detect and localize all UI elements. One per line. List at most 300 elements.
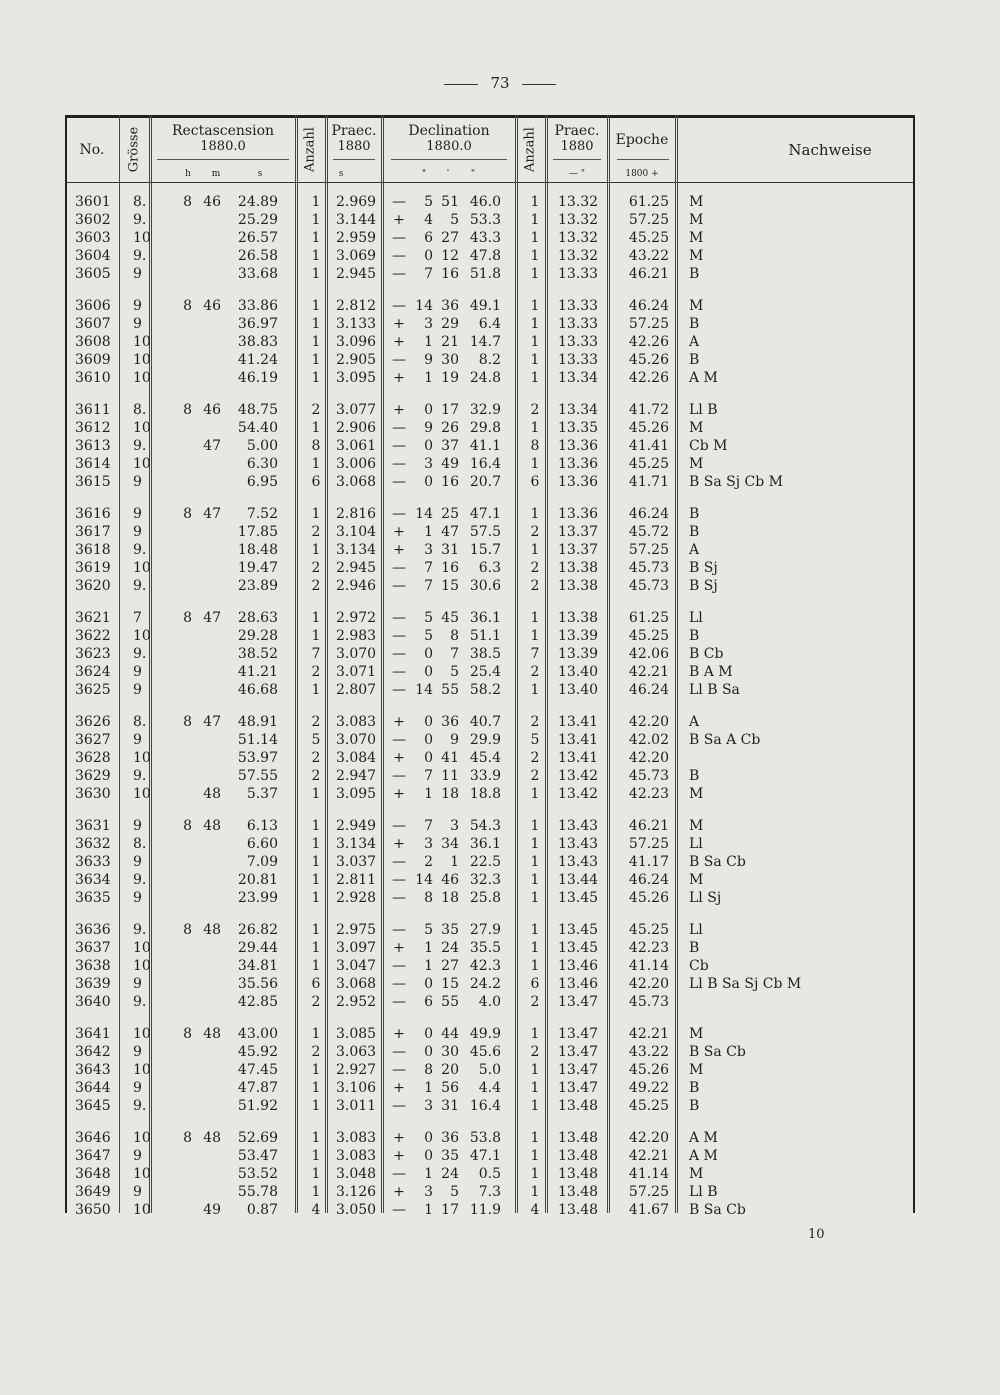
decl-sign: —	[392, 298, 406, 314]
table-row	[65, 541, 915, 559]
table-row	[65, 559, 915, 577]
decl-seconds: 51.1	[469, 628, 501, 644]
decl-seconds: 5.0	[478, 1062, 501, 1078]
ra-precession: 3.006	[336, 456, 377, 472]
table-row	[65, 437, 915, 455]
ra-count: 1	[311, 194, 321, 210]
page-number	[0, 74, 1000, 92]
table-row	[65, 505, 915, 523]
ra-seconds: 6.30	[246, 456, 278, 472]
decl-seconds: 11.9	[469, 1202, 501, 1218]
decl-degrees: 0	[424, 1044, 433, 1060]
references: B Sa Sj Cb M	[689, 474, 783, 490]
decl-minutes: 35	[441, 922, 459, 938]
decl-degrees: 7	[424, 266, 433, 282]
decl-minutes: 1	[450, 854, 459, 870]
magnitude: 10	[133, 230, 151, 246]
decl-count: 1	[530, 682, 540, 698]
decl-seconds: 46.0	[469, 194, 501, 210]
row-group	[65, 1025, 915, 1115]
ra-count: 1	[311, 266, 321, 282]
references: B	[689, 524, 700, 540]
decl-sign: —	[392, 890, 406, 906]
star-number: 3617	[75, 524, 111, 540]
references: Ll B	[689, 1184, 718, 1200]
decl-sign: +	[393, 1148, 405, 1164]
decl-degrees: 7	[424, 768, 433, 784]
references: Ll B Sa Sj Cb M	[689, 976, 802, 992]
ra-seconds: 25.29	[237, 212, 278, 228]
ra-seconds: 23.89	[237, 578, 278, 594]
ra-precession: 2.975	[336, 922, 377, 938]
table-row	[65, 939, 915, 957]
row-group	[65, 817, 915, 907]
praec-subrule	[333, 159, 375, 160]
epoch: 45.72	[628, 524, 669, 540]
decl-minutes: 18	[441, 890, 459, 906]
magnitude: 7	[133, 610, 142, 626]
table-row	[65, 921, 915, 939]
ra-count: 1	[311, 628, 321, 644]
ra-precession: 3.084	[336, 750, 377, 766]
decl-precession: 13.43	[558, 836, 599, 852]
star-number: 3610	[75, 370, 111, 386]
magnitude: 9.	[133, 248, 147, 264]
decl-count: 1	[530, 940, 540, 956]
star-number: 3606	[75, 298, 111, 314]
decl-unit-deg: °	[421, 169, 427, 179]
ra-hours: 8	[183, 194, 192, 210]
decl-minutes: 21	[441, 334, 459, 350]
ra-seconds: 34.81	[237, 958, 278, 974]
magnitude: 10	[133, 456, 151, 472]
ra-seconds: 33.68	[237, 266, 278, 282]
magnitude: 9	[133, 732, 142, 748]
epoch: 46.24	[628, 682, 669, 698]
ra-precession: 3.083	[336, 1148, 377, 1164]
ra-count: 2	[311, 402, 321, 418]
decl-count: 1	[530, 1098, 540, 1114]
decl-count: 2	[530, 578, 540, 594]
decl-minutes: 18	[441, 786, 459, 802]
ra-count: 1	[311, 854, 321, 870]
magnitude: 8.	[133, 194, 147, 210]
decl-degrees: 9	[424, 420, 433, 436]
ra-count: 1	[311, 370, 321, 386]
star-number: 3608	[75, 334, 111, 350]
decl-degrees: 3	[424, 316, 433, 332]
decl-degrees: 1	[424, 1202, 433, 1218]
decl-count: 2	[530, 750, 540, 766]
star-number: 3646	[75, 1130, 111, 1146]
ra-count: 1	[311, 890, 321, 906]
ra-seconds: 26.82	[237, 922, 278, 938]
references: M	[689, 1062, 704, 1078]
ra-count: 1	[311, 610, 321, 626]
ra-precession: 3.096	[336, 334, 377, 350]
epoch: 42.21	[628, 1026, 669, 1042]
ra-seconds: 47.45	[237, 1062, 278, 1078]
ra-precession: 2.983	[336, 628, 377, 644]
ra-minutes: 48	[203, 786, 221, 802]
decl-seconds: 32.3	[469, 872, 501, 888]
star-number: 3629	[75, 768, 111, 784]
epoch: 42.20	[628, 976, 669, 992]
magnitude: 10	[133, 1202, 151, 1218]
decl-degrees: 0	[424, 474, 433, 490]
decl-seconds: 36.1	[469, 610, 501, 626]
ra-seconds: 38.83	[237, 334, 278, 350]
magnitude: 9	[133, 506, 142, 522]
ra-hours: 8	[183, 1026, 192, 1042]
magnitude: 9.	[133, 994, 147, 1010]
decl-minutes: 46	[441, 872, 459, 888]
decl-seconds: 16.4	[469, 1098, 501, 1114]
decl-count: 1	[530, 922, 540, 938]
decl-minutes: 44	[441, 1026, 459, 1042]
ra-count: 2	[311, 1044, 321, 1060]
decl-sign: +	[393, 370, 405, 386]
references: A M	[689, 370, 718, 386]
epoch: 57.25	[628, 212, 669, 228]
table-row	[65, 1061, 915, 1079]
epoch: 46.21	[628, 266, 669, 282]
decl-degrees: 3	[424, 456, 433, 472]
star-number: 3603	[75, 230, 111, 246]
dash-left	[444, 84, 478, 85]
references: B	[689, 628, 700, 644]
row-group	[65, 713, 915, 803]
ra-minutes: 48	[203, 922, 221, 938]
ra-seconds: 54.40	[237, 420, 278, 436]
decl-title: Declination	[408, 123, 490, 139]
decl-minutes: 31	[441, 542, 459, 558]
ra-precession: 2.906	[336, 420, 377, 436]
decl-degrees: 5	[424, 922, 433, 938]
star-number: 3607	[75, 316, 111, 332]
ra-count: 1	[311, 1080, 321, 1096]
ra-precession: 3.070	[336, 732, 377, 748]
decl-degrees: 0	[424, 1026, 433, 1042]
ra-epoch: 1880.0	[200, 139, 246, 154]
magnitude: 9	[133, 818, 142, 834]
ra-count: 1	[311, 352, 321, 368]
epoch: 41.71	[628, 474, 669, 490]
decl-degrees: 8	[424, 1062, 433, 1078]
decl-minutes: 16	[441, 560, 459, 576]
star-number: 3621	[75, 610, 111, 626]
decl-seconds: 22.5	[469, 854, 501, 870]
ra-seconds: 33.86	[237, 298, 278, 314]
decl-seconds: 29.8	[469, 420, 501, 436]
references: B	[689, 266, 700, 282]
decl-degrees: 8	[424, 890, 433, 906]
epoch: 45.25	[628, 1098, 669, 1114]
table-row	[65, 193, 915, 211]
table-row	[65, 401, 915, 419]
decl-seconds: 20.7	[469, 474, 501, 490]
decl-precession: 13.40	[558, 664, 599, 680]
ra-seconds: 5.37	[246, 786, 278, 802]
ra-count: 1	[311, 420, 321, 436]
ra-precession: 3.126	[336, 1184, 377, 1200]
ra-count: 1	[311, 1148, 321, 1164]
ra-precession: 3.095	[336, 786, 377, 802]
ra-count: 1	[311, 958, 321, 974]
decl-sign: —	[392, 248, 406, 264]
table-row	[65, 265, 915, 283]
references: Ll	[689, 836, 703, 852]
table-row	[65, 835, 915, 853]
ra-seconds: 35.56	[237, 976, 278, 992]
star-number: 3630	[75, 786, 111, 802]
decl-count: 1	[530, 610, 540, 626]
decl-degrees: 3	[424, 1098, 433, 1114]
decl-degrees: 0	[424, 976, 433, 992]
praec2-title: Praec.	[554, 123, 600, 139]
decl-count: 1	[530, 872, 540, 888]
decl-precession: 13.32	[558, 248, 599, 264]
references: B	[689, 506, 700, 522]
table-body	[65, 193, 915, 1233]
decl-seconds: 49.9	[469, 1026, 501, 1042]
star-number: 3643	[75, 1062, 111, 1078]
decl-precession: 13.47	[558, 994, 599, 1010]
decl-precession: 13.47	[558, 1080, 599, 1096]
ra-seconds: 52.69	[237, 1130, 278, 1146]
table-row	[65, 315, 915, 333]
decl-degrees: 1	[424, 1080, 433, 1096]
magnitude: 10	[133, 334, 151, 350]
star-number: 3620	[75, 578, 111, 594]
ra-precession: 3.083	[336, 714, 377, 730]
decl-degrees: 0	[424, 248, 433, 264]
ra-seconds: 5.00	[246, 438, 278, 454]
decl-sign: —	[392, 872, 406, 888]
ra-precession: 3.095	[336, 370, 377, 386]
references: B Sj	[689, 578, 718, 594]
epoch: 41.67	[628, 1202, 669, 1218]
decl-sign: +	[393, 714, 405, 730]
dash-right	[522, 84, 556, 85]
epoch: 57.25	[628, 836, 669, 852]
epoche-unit: 1800 +	[625, 169, 659, 179]
epoch: 45.26	[628, 890, 669, 906]
references: B Cb	[689, 646, 724, 662]
magnitude: 9.	[133, 542, 147, 558]
references: Cb	[689, 958, 709, 974]
magnitude: 9.	[133, 872, 147, 888]
ra-hours: 8	[183, 922, 192, 938]
epoch: 42.20	[628, 714, 669, 730]
ra-seconds: 42.85	[237, 994, 278, 1010]
ra-precession: 2.959	[336, 230, 377, 246]
star-number: 3628	[75, 750, 111, 766]
magnitude: 8.	[133, 714, 147, 730]
references: M	[689, 818, 704, 834]
star-number: 3633	[75, 854, 111, 870]
epoch: 42.02	[628, 732, 669, 748]
ra-hours: 8	[183, 1130, 192, 1146]
magnitude: 10	[133, 1166, 151, 1182]
references: B	[689, 352, 700, 368]
table-row	[65, 645, 915, 663]
decl-count: 1	[530, 836, 540, 852]
decl-sign: +	[393, 542, 405, 558]
decl-sign: —	[392, 1062, 406, 1078]
decl-sign: +	[393, 836, 405, 852]
ra-count: 1	[311, 334, 321, 350]
magnitude: 10	[133, 786, 151, 802]
decl-minutes: 17	[441, 402, 459, 418]
ra-precession: 3.134	[336, 542, 377, 558]
decl-precession: 13.39	[558, 628, 599, 644]
ra-unit-h: h	[185, 169, 191, 179]
table-row	[65, 993, 915, 1011]
references: A M	[689, 1148, 718, 1164]
decl-degrees: 0	[424, 1130, 433, 1146]
magnitude: 10	[133, 958, 151, 974]
decl-sign: —	[392, 230, 406, 246]
table-row	[65, 419, 915, 437]
ra-count: 2	[311, 578, 321, 594]
star-number: 3604	[75, 248, 111, 264]
ra-minutes: 47	[203, 438, 221, 454]
decl-seconds: 54.3	[469, 818, 501, 834]
decl-seconds: 57.5	[469, 524, 501, 540]
decl-sign: +	[393, 212, 405, 228]
star-number: 3632	[75, 836, 111, 852]
decl-count: 8	[530, 438, 540, 454]
ra-precession: 3.083	[336, 1130, 377, 1146]
references: M	[689, 786, 704, 802]
decl-precession: 13.33	[558, 316, 599, 332]
ra-seconds: 36.97	[237, 316, 278, 332]
ra-precession: 3.070	[336, 646, 377, 662]
references: M	[689, 1026, 704, 1042]
decl-precession: 13.32	[558, 212, 599, 228]
magnitude: 9	[133, 298, 142, 314]
ra-count: 2	[311, 714, 321, 730]
decl-count: 1	[530, 818, 540, 834]
decl-seconds: 25.8	[469, 890, 501, 906]
table-row	[65, 975, 915, 993]
ra-seconds: 17.85	[237, 524, 278, 540]
ra-unit-m: m	[211, 169, 221, 179]
decl-count: 1	[530, 212, 540, 228]
decl-seconds: 35.5	[469, 940, 501, 956]
star-number: 3602	[75, 212, 111, 228]
ra-precession: 2.811	[336, 872, 377, 888]
ra-count: 1	[311, 922, 321, 938]
ra-count: 1	[311, 940, 321, 956]
ra-seconds: 53.97	[237, 750, 278, 766]
decl-sign: —	[392, 994, 406, 1010]
decl-degrees: 1	[424, 786, 433, 802]
epoch: 61.25	[628, 194, 669, 210]
row-group	[65, 1129, 915, 1219]
ra-count: 1	[311, 230, 321, 246]
decl-seconds: 58.2	[469, 682, 501, 698]
row-group	[65, 609, 915, 699]
decl-precession: 13.43	[558, 854, 599, 870]
table-row	[65, 473, 915, 491]
magnitude: 10	[133, 420, 151, 436]
decl-count: 1	[530, 334, 540, 350]
ra-precession: 2.969	[336, 194, 377, 210]
decl-seconds: 53.8	[469, 1130, 501, 1146]
magnitude: 9	[133, 1184, 142, 1200]
star-number: 3601	[75, 194, 111, 210]
decl-precession: 13.32	[558, 194, 599, 210]
references: Ll B Sa	[689, 682, 740, 698]
epoch: 43.22	[628, 248, 669, 264]
references: B	[689, 768, 700, 784]
decl-count: 1	[530, 1166, 540, 1182]
decl-precession: 13.47	[558, 1044, 599, 1060]
decl-minutes: 15	[441, 976, 459, 992]
praec2-epoch: 1880	[560, 139, 594, 154]
ra-seconds: 46.19	[237, 370, 278, 386]
ra-precession: 2.946	[336, 578, 377, 594]
magnitude: 9	[133, 1148, 142, 1164]
table-row	[65, 297, 915, 315]
magnitude: 9	[133, 682, 142, 698]
ra-count: 1	[311, 818, 321, 834]
decl-precession: 13.34	[558, 402, 599, 418]
decl-degrees: 14	[415, 298, 433, 314]
epoch: 42.26	[628, 370, 669, 386]
references: B Sa Cb	[689, 1202, 746, 1218]
epoch: 57.25	[628, 542, 669, 558]
decl-sign: —	[392, 506, 406, 522]
magnitude: 10	[133, 370, 151, 386]
epoch: 49.22	[628, 1080, 669, 1096]
references: B	[689, 316, 700, 332]
star-number: 3647	[75, 1148, 111, 1164]
references: M	[689, 248, 704, 264]
decl-degrees: 2	[424, 854, 433, 870]
decl-precession: 13.38	[558, 610, 599, 626]
ra-seconds: 48.75	[237, 402, 278, 418]
ra-hours: 8	[183, 610, 192, 626]
ra-seconds: 45.92	[237, 1044, 278, 1060]
star-number: 3640	[75, 994, 111, 1010]
table-row	[65, 749, 915, 767]
magnitude: 10	[133, 628, 151, 644]
references: B Sa A Cb	[689, 732, 761, 748]
decl-minutes: 31	[441, 1098, 459, 1114]
ra-precession: 3.085	[336, 1026, 377, 1042]
epoch: 57.25	[628, 1184, 669, 1200]
ra-count: 7	[311, 646, 321, 662]
decl-sign: +	[393, 1026, 405, 1042]
decl-seconds: 6.3	[478, 560, 501, 576]
magnitude: 9.	[133, 1098, 147, 1114]
ra-subrule	[157, 159, 289, 160]
signature-mark: 10	[808, 1227, 825, 1242]
epoch: 45.26	[628, 420, 669, 436]
decl-count: 1	[530, 628, 540, 644]
references: M	[689, 456, 704, 472]
row-group	[65, 505, 915, 595]
header-groesse: Grösse	[126, 126, 142, 173]
decl-seconds: 18.8	[469, 786, 501, 802]
magnitude: 9.	[133, 212, 147, 228]
decl-minutes: 7	[450, 646, 459, 662]
table-row	[65, 247, 915, 265]
decl-minutes: 36	[441, 1130, 459, 1146]
